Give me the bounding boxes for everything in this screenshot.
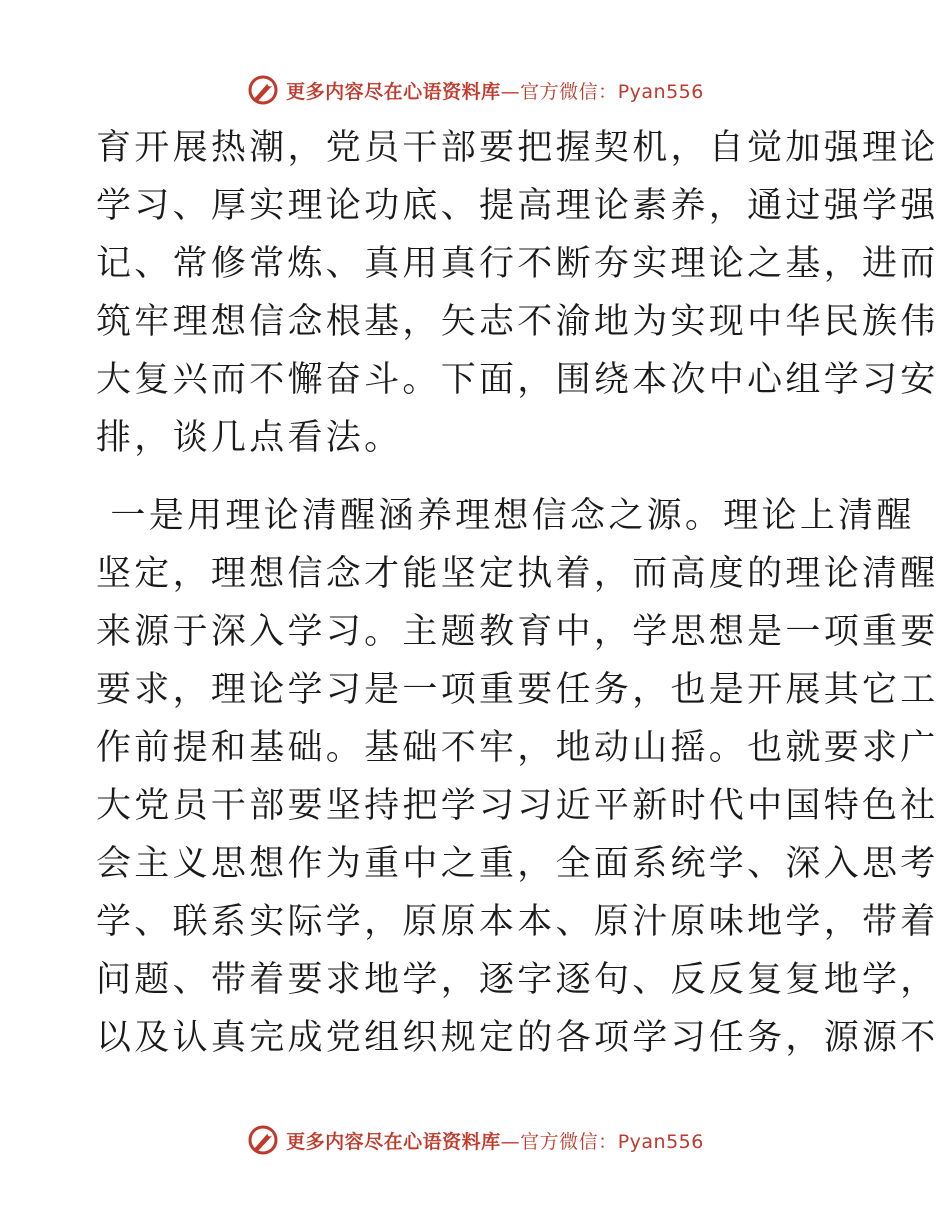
banner-wechat-label: 官方微信： [520,1130,618,1153]
text-line: 学、联系实际学，原原本本、原汁原味地学，带着 [96,902,939,942]
paragraph-gap [96,467,856,487]
text-line: 一是用理论清醒涵养理想信念之源。理论上清醒 [96,496,915,536]
text-line: 要求，理论学习是一项重要任务，也是开展其它工 [96,670,939,710]
text-line: 问题、带着要求地学，逐字逐句、反反复复地学， [96,960,939,1000]
paragraph-intro [96,119,939,467]
document-body [96,119,939,1067]
text-line: 来源于深入学习。主题教育中，学思想是一项重要 [96,612,939,652]
footer-banner [0,1120,950,1160]
banner-wechat-label: 官方微信： [520,80,618,103]
text-line: 记、常修常炼、真用真行不断夯实理论之基，进而 [96,244,939,284]
pen-in-circle-logo-icon [246,1123,280,1157]
header-banner [0,70,950,110]
banner-main-text: 更多内容尽在心语资料库 [286,80,501,103]
text-line: 育开展热潮，党员干部要把握契机，自觉加强理论 [96,128,939,168]
banner-dash: — [500,80,521,103]
text-line: 大党员干部要坚持把学习习近平新时代中国特色社 [96,786,939,826]
banner-dash: — [500,1130,521,1153]
paragraph-point-one [96,487,939,1067]
pen-in-circle-logo-icon [246,73,280,107]
banner-text [286,1127,704,1154]
text-line: 学习、厚实理论功底、提高理论素养，通过强学强 [96,186,939,226]
banner-main-text: 更多内容尽在心语资料库 [286,1130,501,1153]
text-line: 大复兴而不懈奋斗。下面，围绕本次中心组学习安 [96,360,939,400]
banner-text [286,77,704,104]
banner-wechat-id: Pyan556 [617,80,704,103]
text-line: 排，谈几点看法。 [96,418,403,458]
text-line: 坚定，理想信念才能坚定执着，而高度的理论清醒 [96,554,939,594]
text-line: 筑牢理想信念根基，矢志不渝地为实现中华民族伟 [96,302,939,342]
text-line: 会主义思想作为重中之重，全面系统学、深入思考 [96,844,939,884]
text-line: 以及认真完成党组织规定的各项学习任务，源源不 [96,1018,939,1058]
text-line: 作前提和基础。基础不牢，地动山摇。也就要求广 [96,728,939,768]
banner-wechat-id: Pyan556 [617,1130,704,1153]
